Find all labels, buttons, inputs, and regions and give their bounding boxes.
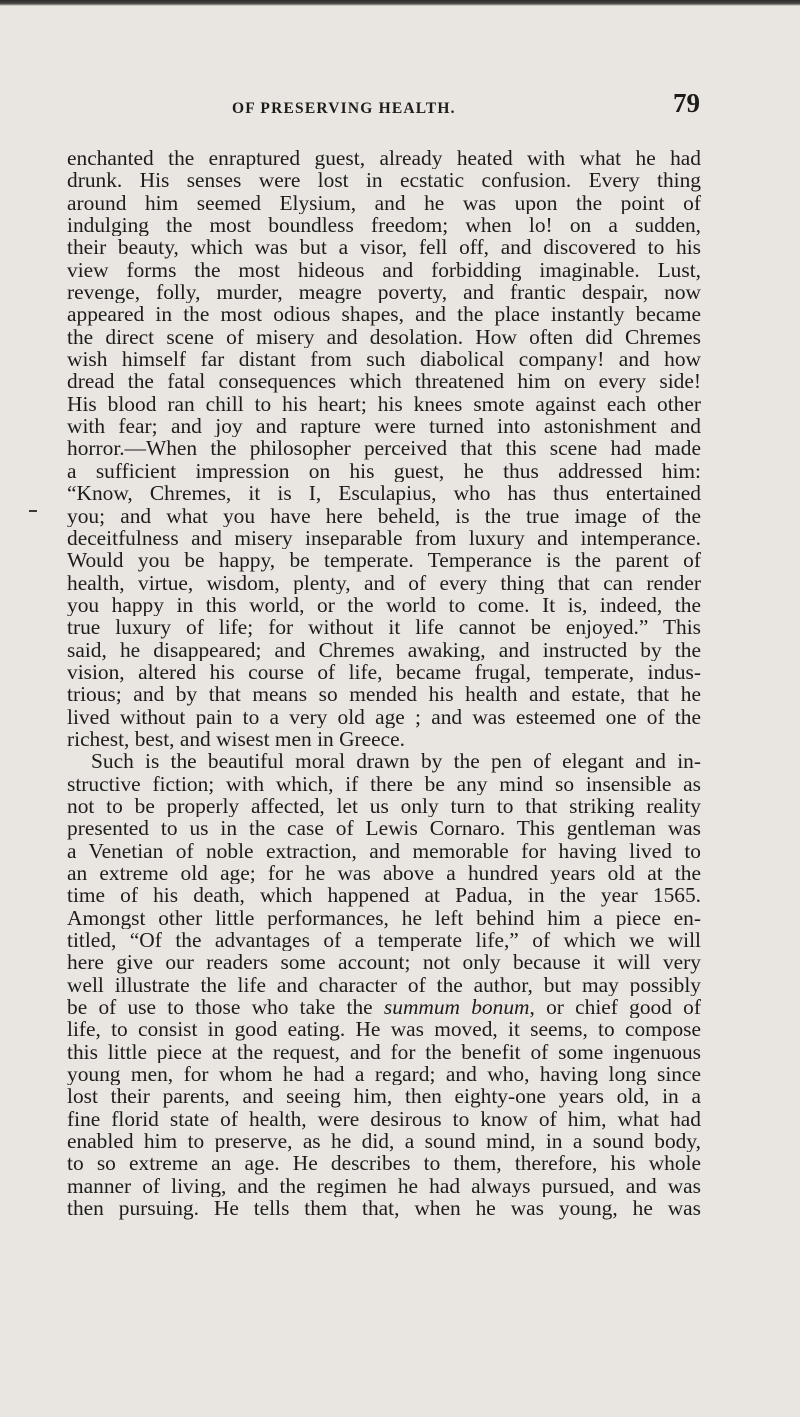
text-line: health, virtue, wisdom, plenty, and of every thing that can render: [67, 571, 701, 594]
text-line: structive fiction; with which, if there be any mind so insensible as: [67, 772, 701, 795]
text-line: vision, altered his course of life, became frugal, temperate, indus-: [67, 660, 701, 684]
text-line: then pursuing. He tells them that, when he was young, he was: [67, 1197, 701, 1220]
text-line: be of use to those who take the summum bonum, or chief good of: [67, 996, 701, 1019]
text-line: Amongst other little performances, he left behind him a piece en-: [67, 906, 701, 930]
text-line: a sufficient impression on his guest, he thus addressed him:: [67, 459, 701, 483]
body-text: [67, 147, 701, 1220]
text-line: here give our readers some account; not only because it will very: [67, 951, 701, 974]
text-line: trious; and by that means so mended his health and estate, that he: [67, 683, 701, 706]
text-line: not to be properly affected, let us only turn to that striking reality: [67, 794, 701, 818]
text-line: around him seemed Elysium, and he was upon the point of: [67, 191, 701, 215]
text-line: an extreme old age; for he was above a hundred years old at the: [67, 862, 701, 885]
text-line: you happy in this world, or the world to come. It is, indeed, the: [67, 593, 701, 617]
text-line: with fear; and joy and rapture were turned into astonishment and: [67, 415, 701, 438]
text-line: lost their parents, and seeing him, then eighty-one years old, in a: [67, 1085, 701, 1108]
text-line: the direct scene of misery and desolation. How often did Chremes: [67, 325, 701, 349]
text-line: deceitfulness and misery inseparable from luxury and intemperance.: [67, 526, 701, 550]
text-line: young men, for whom he had a regard; and who, having long since: [67, 1063, 701, 1086]
text-line: indulging the most boundless freedom; when lo! on a sudden,: [67, 214, 701, 237]
text-line: wish himself far distant from such diabolical company! and how: [67, 348, 701, 371]
italic-phrase: summum bonum: [383, 996, 530, 1019]
page-header: [168, 88, 700, 128]
margin-mark: [29, 510, 37, 512]
text-line: time of his death, which happened at Padua, in the year 1565.: [67, 884, 701, 907]
text-line: Such is the beautiful moral drawn by the pen of elegant and in-: [91, 750, 701, 773]
text-line: revenge, folly, murder, meagre poverty, and frantic despair, now: [67, 281, 701, 304]
text-line: His blood ran chill to his heart; his knees smote against each other: [67, 392, 701, 416]
text-line: their beauty, which was but a visor, fell off, and discovered to his: [67, 236, 701, 259]
text-line: Would you be happy, be temperate. Temperance is the parent of: [67, 549, 701, 572]
page-number: 79: [673, 88, 700, 118]
text-line: enabled him to preserve, as he did, a sound mind, in a sound body,: [67, 1130, 701, 1153]
text-line: appeared in the most odious shapes, and the place instantly became: [67, 303, 701, 326]
text-line: horror.—When the philosopher perceived that this scene had made: [67, 437, 701, 460]
text-line: true luxury of life; for without it life cannot be enjoyed.” This: [67, 616, 701, 639]
text-line: drunk. His senses were lost in ecstatic confusion. Every thing: [67, 169, 701, 192]
text-line: well illustrate the life and character of the author, but may possibly: [67, 973, 701, 997]
text-line: said, he disappeared; and Chremes awaking, and instructed by the: [67, 638, 701, 661]
running-head: OF PRESERVING HEALTH.: [232, 100, 456, 117]
text-line: view forms the most hideous and forbidding imaginable. Lust,: [67, 258, 701, 282]
text-line: to so extreme an age. He describes to them, therefore, his whole: [67, 1152, 701, 1175]
text-line: lived without pain to a very old age ; and was esteemed one of the: [67, 705, 701, 728]
text-line: richest, best, and wisest men in Greece.: [67, 727, 405, 751]
text-line: life, to consist in good eating. He was moved, it seems, to compose: [67, 1018, 701, 1041]
text-line: you; and what you have here beheld, is the true image of the: [67, 504, 701, 527]
text-line: presented to us in the case of Lewis Cornaro. This gentleman was: [67, 817, 701, 840]
scan-edge: [0, 0, 800, 6]
text-line: dread the fatal consequences which threatened him on every side!: [67, 370, 701, 393]
text-line: enchanted the enraptured guest, already heated with what he had: [67, 147, 701, 170]
text-line: fine florid state of health, were desirous to know of him, what had: [67, 1107, 701, 1131]
text-line: “Know, Chremes, it is I, Esculapius, who has thus entertained: [67, 482, 701, 505]
text-line: titled, “Of the advantages of a temperate life,” of which we will: [67, 929, 701, 952]
text-line: manner of living, and the regimen he had always pursued, and was: [67, 1174, 701, 1198]
text-line: a Venetian of noble extraction, and memorable for having lived to: [67, 839, 701, 862]
text-line: this little piece at the request, and for the benefit of some ingenuous: [67, 1040, 701, 1064]
